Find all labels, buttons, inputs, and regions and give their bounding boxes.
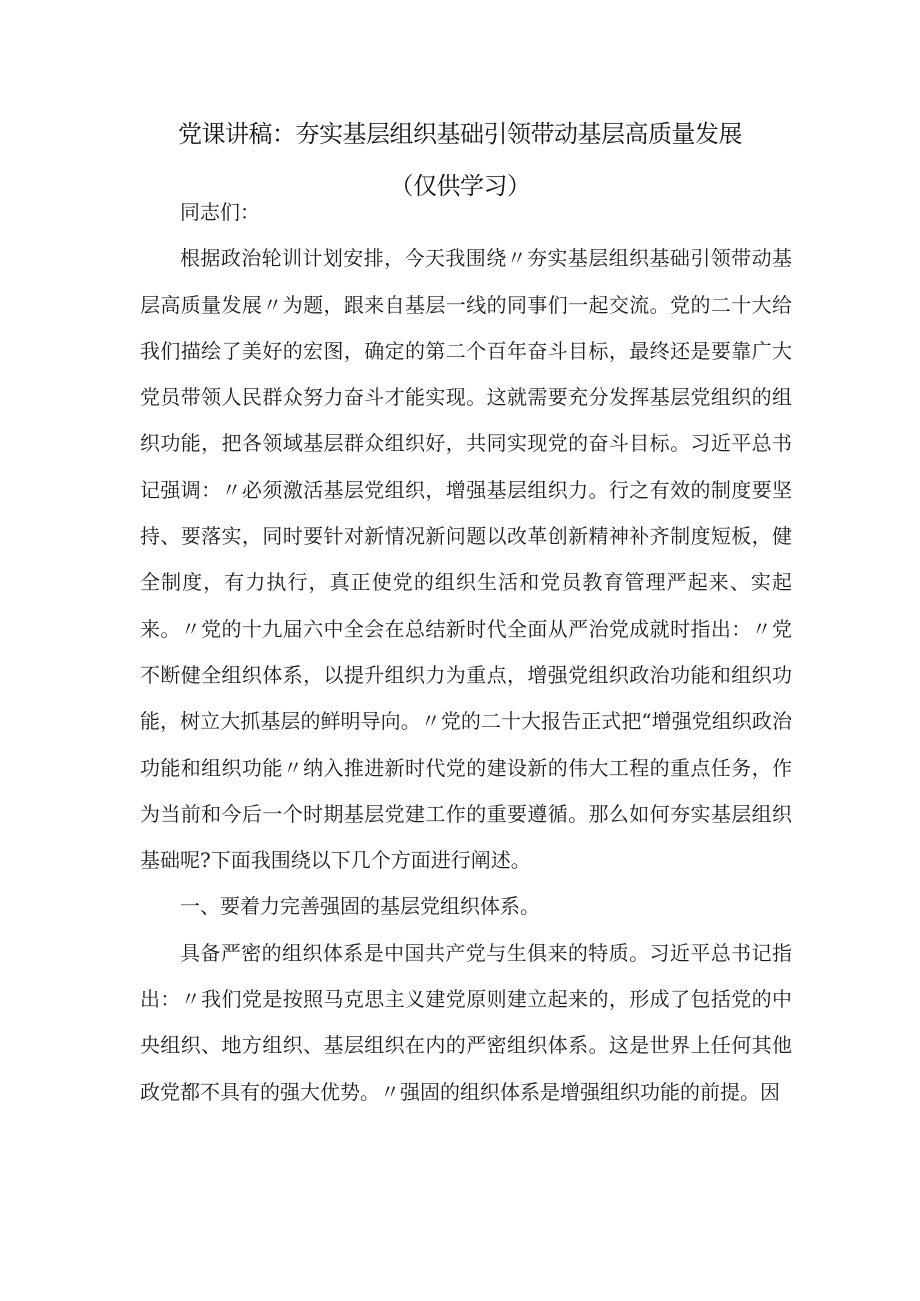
- salutation-paragraph: 同志们：: [180, 200, 260, 224]
- intro-paragraph: 根据政治轮训计划安排，今天我围绕〃夯实基层组织基础引领带动基层高质量发展〃为题，跟来自基层一线的同事们一起交流。党的二十大给我们描绘了美好的宏图，确定的第二个百年奋斗目标，最终还是要靠广大党员带领人民群众努力奋斗才能实现。这就需要充分发挥基层党组织的组织功能，把各领域基层群众组织好，共同实现党的奋斗目标。习近平总书记强调：〃必须激活基层党组织，增强基层组织力。行之有效的制度要坚持、要落实，同时要针对新情况新问题以改革创新精神补齐制度短板，健全制度，有力执行，真正使党的组织生活和党员教育管理严起来、实起来。〃党的十九届六中全会在总结新时代全面从严治党成就时指出：〃党不断健全组织体系，以提升组织力为重点，增强党组织政治功能和组织功能，树立大抓基层的鲜明导向。〃党的二十大报告正式把“增强党组织政治功能和组织功能〃纳入推进新时代党的建设新的伟大工程的重点任务，作为当前和今后一个时期基层党建工作的重要遵循。那么如何夯实基层组织基础呢?下面我围绕以下几个方面进行阐述。: [140, 246, 792, 873]
- section-1-paragraph: 具备严密的组织体系是中国共产党与生俱来的特质。习近平总书记指出：〃我们党是按照马克思主义建党原则建立起来的，形成了包括党的中央组织、地方组织、基层组织在内的严密组织体系。这是世界上任何其他政党都不具有的强大优势。〃强固的组织体系是增强组织功能的前提。因: [140, 940, 792, 1104]
- document-body: [140, 189, 792, 1115]
- document-subtitle: （仅供学习）: [389, 172, 531, 200]
- section-heading-1: 一、要着力完善强固的基层党组织体系。: [180, 894, 540, 919]
- document-title: 党课讲稿：夯实基层组织基础引领带动基层高质量发展: [178, 120, 742, 148]
